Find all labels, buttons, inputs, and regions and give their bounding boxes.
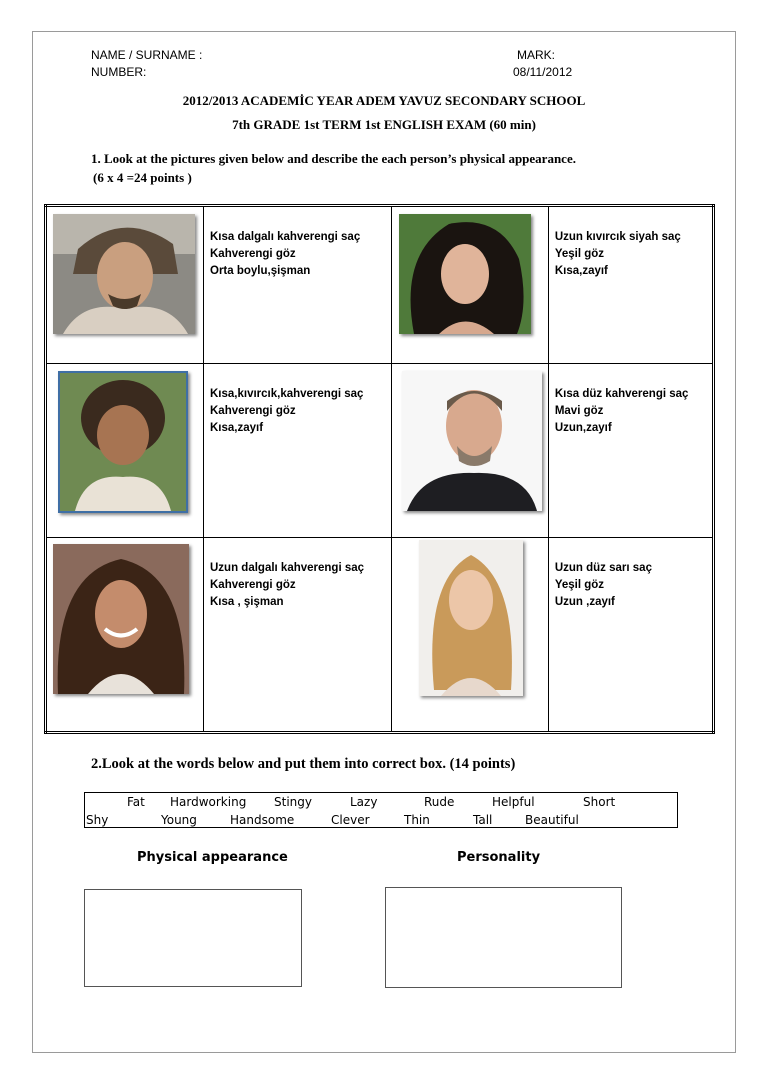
- description-line: Kahverengi göz: [210, 248, 296, 260]
- personality-answer-box[interactable]: [385, 887, 622, 988]
- photo-cell: [391, 538, 548, 733]
- word-item: Stingy: [274, 795, 312, 809]
- description-line: Kahverengi göz: [210, 405, 296, 417]
- description-line: Mavi göz: [554, 405, 604, 417]
- word-item: Hardworking: [170, 795, 247, 809]
- table-row: [46, 364, 714, 538]
- description-line: Kısa,zayıf: [210, 422, 264, 434]
- person-photo-1: [53, 214, 195, 334]
- word-item: Beautiful: [525, 813, 579, 827]
- physical-appearance-label: Physical appearance: [137, 850, 288, 865]
- exam-title: 7th GRADE 1st TERM 1st ENGLISH EXAM (60 min): [232, 117, 536, 132]
- photo-cell: [391, 364, 548, 538]
- description-line: Yeşil göz: [554, 579, 605, 591]
- word-item: Shy: [86, 813, 109, 827]
- description-cell: [204, 206, 392, 364]
- description-line: Kısa , şişman: [210, 596, 284, 608]
- description-line: Yeşil göz: [554, 248, 605, 260]
- photo-cell: [391, 206, 548, 364]
- person-description-table: [44, 204, 715, 734]
- description-line: Kısa düz kahverengi saç: [554, 388, 689, 400]
- word-item: Rude: [424, 795, 455, 809]
- description-line: Kısa,kıvırcık,kahverengi saç: [210, 388, 364, 400]
- table-row: [46, 538, 714, 733]
- exam-date: 08/11/2012: [513, 65, 573, 79]
- person-photo-2: [399, 214, 531, 334]
- photo-cell: [46, 206, 204, 364]
- person-photo-4: [402, 371, 542, 511]
- person-photo-3: [58, 371, 188, 513]
- name-surname-label: NAME / SURNAME :: [91, 48, 203, 62]
- description-cell: [204, 364, 392, 538]
- question-2-text: 2.Look at the words below and put them into correct box. (14 points): [91, 756, 516, 772]
- personality-label: Personality: [457, 850, 541, 865]
- word-item: Thin: [404, 813, 430, 827]
- word-item: Handsome: [230, 813, 295, 827]
- description-cell: [204, 538, 392, 733]
- word-item: Young: [161, 813, 197, 827]
- description-line: Kısa dalgalı kahverengi saç: [210, 231, 361, 243]
- table-row: [46, 206, 714, 364]
- word-item: Lazy: [350, 795, 378, 809]
- number-label: NUMBER:: [91, 65, 147, 79]
- person-photo-6: [419, 540, 523, 696]
- word-item: Tall: [473, 813, 493, 827]
- word-item: Helpful: [492, 795, 535, 809]
- photo-cell: [46, 364, 204, 538]
- description-line: Uzun,zayıf: [554, 422, 612, 434]
- word-bank-box: [84, 792, 678, 828]
- description-line: Orta boylu,şişman: [210, 265, 311, 277]
- mark-label: MARK:: [517, 48, 556, 62]
- school-title: 2012/2013 ACADEMİC YEAR ADEM YAVUZ SECONDARY SCHOOL: [182, 93, 586, 108]
- description-line: Uzun dalgalı kahverengi saç: [210, 562, 365, 574]
- question-1-points: (6 x 4 =24 points ): [93, 170, 192, 185]
- photo-cell: [46, 538, 204, 733]
- word-item: Fat: [127, 795, 145, 809]
- description-cell: [548, 206, 713, 364]
- word-item: Clever: [331, 813, 370, 827]
- person-photo-5: [53, 544, 189, 694]
- word-item: Short: [583, 795, 616, 809]
- description-line: Kısa,zayıf: [554, 265, 608, 277]
- question-1-text: 1. Look at the pictures given below and describe the each person’s physical appearance.: [91, 151, 576, 166]
- description-cell: [548, 364, 713, 538]
- description-cell: [548, 538, 713, 733]
- physical-appearance-answer-box[interactable]: [84, 889, 302, 987]
- description-line: Uzun düz sarı saç: [554, 562, 652, 574]
- description-line: Kahverengi göz: [210, 579, 296, 591]
- description-line: Uzun ,zayıf: [554, 596, 615, 608]
- description-line: Uzun kıvırcık siyah saç: [554, 231, 681, 243]
